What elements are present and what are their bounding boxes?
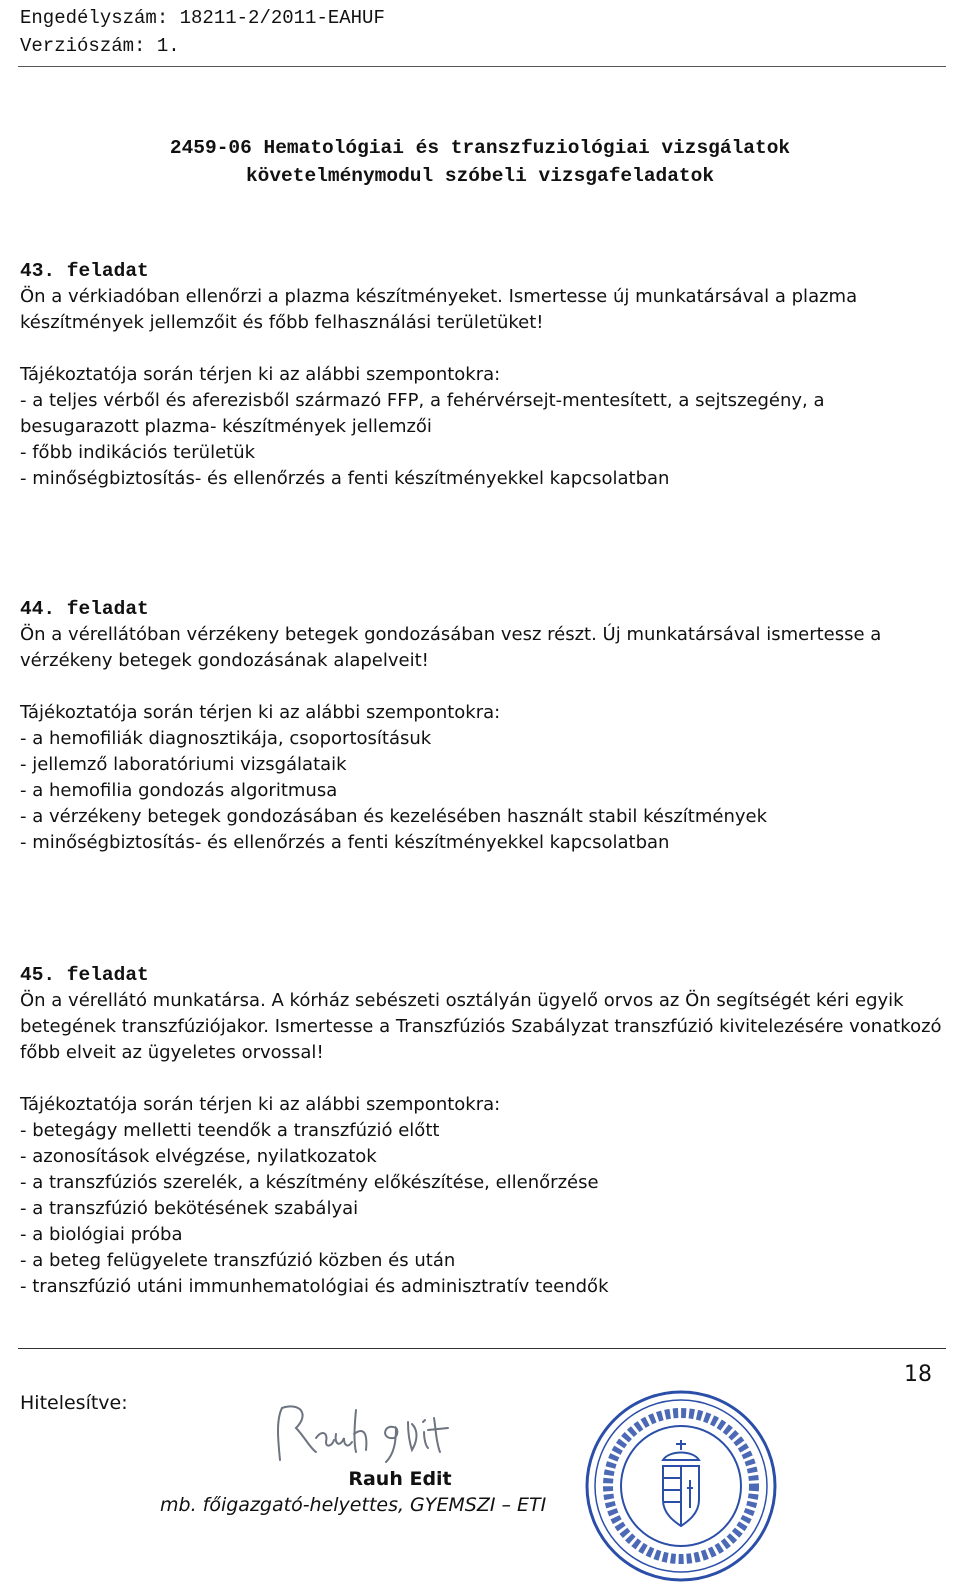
guide-point: - azonosítások elvégzése, nyilatkozatok xyxy=(20,1146,377,1167)
task-prompt: Ön a vérellátó munkatársa. A kórház sebészeti osztályán ügyelő orvos az Ön segítségét kéri egyik betegének transzfúziójakor. Ismertesse a Transzfúziós Szabályzat transzfúzió kivitelezésére vonatkozó főbb elveit az ügyeletes orvossal! xyxy=(20,990,942,1063)
guide-points xyxy=(20,1118,946,1300)
task-prompt: Ön a vérellátóban vérzékeny betegek gondozásában vesz részt. Új munkatársával ismertesse a vérzékeny betegek gondozásának alapelveit! xyxy=(20,624,882,671)
guide-point: - jellemző laboratóriumi vizsgálataik xyxy=(20,754,347,775)
title-line-2: követelménymodul szóbeli vizsgafeladatok xyxy=(245,165,715,187)
header-divider xyxy=(18,66,946,67)
guide-point: - a biológiai próba xyxy=(20,1224,183,1245)
task-heading: 44. feladat xyxy=(20,598,149,620)
guide-intro: Tájékoztatója során térjen ki az alábbi szempontokra: xyxy=(20,364,501,385)
task-guide xyxy=(20,362,946,492)
task-43 xyxy=(20,258,946,492)
guide-point: - a transzfúzió bekötésének szabályai xyxy=(20,1198,359,1219)
version-number: Verziószám: 1. xyxy=(20,35,180,57)
task-45 xyxy=(20,962,946,1300)
guide-intro: Tájékoztatója során térjen ki az alábbi szempontokra: xyxy=(20,702,501,723)
guide-point: - betegágy melletti teendők a transzfúzió előtt xyxy=(20,1120,440,1141)
guide-points xyxy=(20,388,946,492)
guide-point: - a hemofilia gondozás algoritmusa xyxy=(20,780,338,801)
footer-divider xyxy=(18,1348,946,1349)
guide-point: - transzfúzió utáni immunhematológiai és adminisztratív teendők xyxy=(20,1276,609,1297)
document-header xyxy=(20,4,385,60)
signer-role: mb. főigazgató-helyettes, GYEMSZI – ETI xyxy=(160,1494,547,1516)
task-heading: 45. feladat xyxy=(20,964,149,986)
task-guide xyxy=(20,700,946,856)
guide-point: - minőségbiztosítás- és ellenőrzés a fenti készítményekkel kapcsolatban xyxy=(20,468,670,489)
signer-name: Rauh Edit xyxy=(348,1468,452,1490)
guide-points xyxy=(20,726,946,856)
official-stamp xyxy=(583,1388,779,1584)
task-guide xyxy=(20,1092,946,1300)
task-44 xyxy=(20,596,946,856)
guide-point: - a vérzékeny betegek gondozásában és kezelésében használt stabil készítmények xyxy=(20,806,768,827)
guide-point: - a transzfúziós szerelék, a készítmény előkészítése, ellenőrzése xyxy=(20,1172,599,1193)
guide-point: - a teljes vérből és aferezisből származó FFP, a fehérvérsejt-mentesített, a sejtszegény, a besugarazott plazma- készítmények jellemzői xyxy=(20,390,825,437)
guide-point: - a hemofiliák diagnosztikája, csoportosításuk xyxy=(20,728,432,749)
guide-point: - minőségbiztosítás- és ellenőrzés a fenti készítményekkel kapcsolatban xyxy=(20,832,670,853)
guide-point: - a beteg felügyelete transzfúzió közben és után xyxy=(20,1250,456,1271)
guide-point: - főbb indikációs területük xyxy=(20,442,256,463)
handwritten-signature xyxy=(270,1400,470,1470)
document-title xyxy=(0,134,960,190)
task-prompt: Ön a vérkiadóban ellenőrzi a plazma készítményeket. Ismertesse új munkatársával a plazma készítmények jellemzőit és főbb felhasználási területüket! xyxy=(20,286,858,333)
title-line-1: 2459-06 Hematológiai és transzfuziológiai vizsgálatok xyxy=(169,137,791,159)
license-number: Engedélyszám: 18211-2/2011-EAHUF xyxy=(20,7,385,29)
task-heading: 43. feladat xyxy=(20,260,149,282)
guide-intro: Tájékoztatója során térjen ki az alábbi szempontokra: xyxy=(20,1094,501,1115)
page-number: 18 xyxy=(904,1362,932,1387)
authentication-label: Hitelesítve: xyxy=(20,1392,128,1414)
